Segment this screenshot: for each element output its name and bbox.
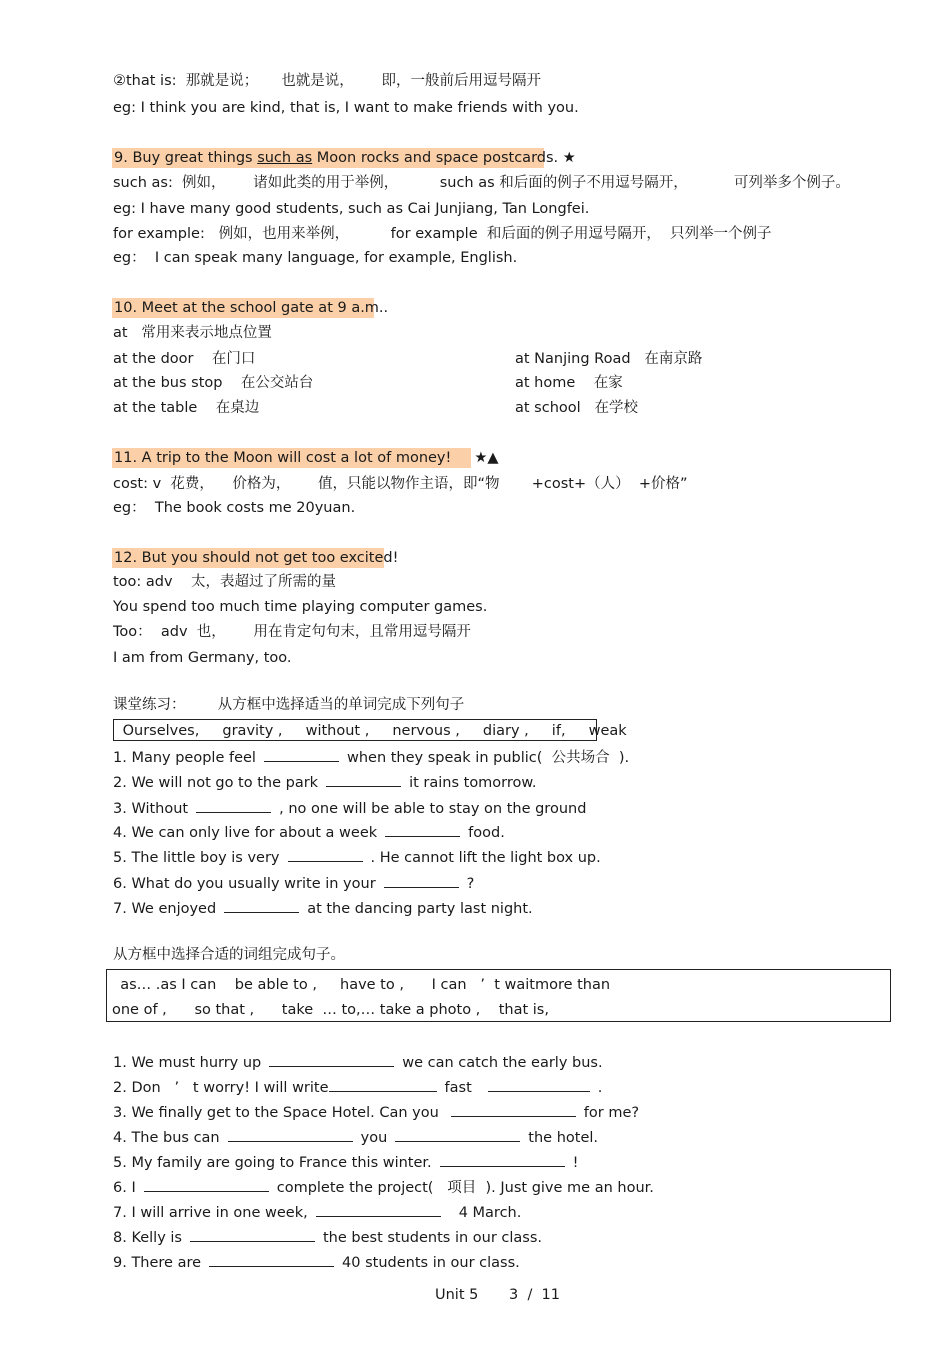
item-text: 5. The little boy is very bbox=[113, 850, 280, 866]
item-text: it rains tomorrow. bbox=[409, 775, 537, 791]
item-text: we can catch the early bus. bbox=[402, 1055, 603, 1071]
item-text: 40 students in our class. bbox=[342, 1255, 520, 1271]
item-text: 7. We enjoyed bbox=[113, 901, 217, 917]
phrase-box-line: as… .as I can be able to , have to , I can ’ t waitmore than bbox=[111, 977, 611, 993]
text-line: You spend too much time playing computer games. bbox=[113, 599, 488, 615]
phrase-right: at Nanjing Road 在南京路 bbox=[515, 351, 703, 367]
text-line: such as: 例如， 诸如此类的用于举例， such as 和后面的例子不用逗号隔开， 可列举多个例子。 bbox=[113, 175, 850, 191]
exercise-title: 从方框中选择合适的词组完成句子。 bbox=[113, 947, 345, 963]
answer-blank[interactable] bbox=[440, 1152, 565, 1167]
item-text: for me? bbox=[583, 1105, 640, 1121]
word-box-text: Ourselves, gravity , without , nervous , diary , if, weak bbox=[118, 723, 627, 739]
item-text: , no one will be able to stay on the ground bbox=[279, 801, 587, 817]
text-line: eg: I think you are kind, that is, I want to make friends with you. bbox=[113, 100, 579, 116]
exercise-item bbox=[113, 798, 586, 819]
heading-text: 9. Buy great things bbox=[114, 150, 258, 166]
answer-blank[interactable] bbox=[228, 1127, 353, 1142]
answer-blank[interactable] bbox=[395, 1127, 520, 1142]
exercise-item bbox=[113, 1202, 521, 1223]
answer-blank[interactable] bbox=[385, 822, 460, 837]
heading-underlined-text: such as bbox=[257, 150, 313, 166]
exercise-title: 课堂练习： 从方框中选择适当的单词完成下列句子 bbox=[113, 697, 465, 713]
answer-blank[interactable] bbox=[269, 1052, 394, 1067]
word-box bbox=[113, 719, 627, 741]
item-text: at the dancing party last night. bbox=[307, 901, 533, 917]
phrase-left: at the table 在桌边 bbox=[113, 400, 260, 416]
text-line: I am from Germany, too. bbox=[113, 650, 292, 666]
item-text: 1. Many people feel bbox=[113, 750, 256, 766]
phrase-right: at school 在学校 bbox=[515, 400, 638, 416]
exercise-item bbox=[113, 1177, 654, 1198]
text-line: eg： The book costs me 20yuan. bbox=[113, 500, 356, 516]
item-text: . bbox=[597, 1080, 603, 1096]
item-text: 9. There are bbox=[113, 1255, 202, 1271]
item-text: 8. Kelly is bbox=[113, 1230, 182, 1246]
answer-blank[interactable] bbox=[288, 847, 363, 862]
exercise-item bbox=[113, 772, 537, 793]
phrase-left: at the door 在门口 bbox=[113, 351, 256, 367]
exercise-item bbox=[113, 822, 505, 843]
item-text: 4 March. bbox=[458, 1205, 522, 1221]
item-text: complete the project( 项目 ). Just give me an hour. bbox=[276, 1180, 654, 1196]
item-text: food. bbox=[468, 825, 505, 841]
text-line: cost: v 花费， 价格为， 值，只能以物作主语，即“物 +cost+（人） +价格” bbox=[113, 476, 688, 492]
page-number: 3 / 11 bbox=[509, 1287, 560, 1303]
item-text: fast bbox=[444, 1080, 472, 1096]
exercise-item bbox=[113, 1102, 639, 1123]
answer-blank[interactable] bbox=[144, 1177, 269, 1192]
item-text: 7. I will arrive in one week, bbox=[113, 1205, 308, 1221]
item-text: 6. I bbox=[113, 1180, 136, 1196]
phrase-box-line: one of , so that , take … to,… take a photo , that is, bbox=[112, 1002, 549, 1018]
section-heading: 12. But you should not get too excited! bbox=[114, 550, 399, 566]
exercise-item bbox=[113, 1252, 520, 1273]
exercise-item bbox=[113, 1127, 598, 1148]
heading-text: Moon rocks and space postcards. ★ bbox=[312, 150, 576, 166]
answer-blank[interactable] bbox=[451, 1102, 576, 1117]
item-text: 2. We will not go to the park bbox=[113, 775, 319, 791]
item-text: you bbox=[360, 1130, 388, 1146]
item-text: 6. What do you usually write in your bbox=[113, 876, 376, 892]
exercise-item bbox=[113, 1052, 603, 1073]
item-text: ? bbox=[466, 876, 475, 892]
exercise-item bbox=[113, 1077, 602, 1098]
item-text: 4. We can only live for about a week bbox=[113, 825, 378, 841]
item-text: 4. The bus can bbox=[113, 1130, 220, 1146]
exercise-item bbox=[113, 747, 629, 768]
item-text: 3. We finally get to the Space Hotel. Can you bbox=[113, 1105, 439, 1121]
exercise-item bbox=[113, 1227, 542, 1248]
footer-unit: Unit 5 bbox=[435, 1287, 479, 1303]
answer-blank[interactable] bbox=[326, 772, 401, 787]
item-text: 5. My family are going to France this winter. bbox=[113, 1155, 432, 1171]
item-text: 3. Without bbox=[113, 801, 189, 817]
answer-blank[interactable] bbox=[329, 1077, 437, 1092]
answer-blank[interactable] bbox=[209, 1252, 334, 1267]
answer-blank[interactable] bbox=[384, 873, 459, 888]
item-text: 1. We must hurry up bbox=[113, 1055, 262, 1071]
section-heading bbox=[112, 148, 576, 168]
exercise-item bbox=[113, 1152, 578, 1173]
item-text: 2. Don ’ t worry! I will write bbox=[113, 1080, 329, 1096]
text-line: ②that is: 那就是说； 也就是说， 即，一般前后用逗号隔开 bbox=[113, 73, 541, 89]
answer-blank[interactable] bbox=[224, 898, 299, 913]
phrase-box bbox=[106, 969, 891, 1022]
text-line: too: adv 太，表超过了所需的量 bbox=[113, 574, 337, 590]
item-text: the hotel. bbox=[528, 1130, 599, 1146]
answer-blank[interactable] bbox=[264, 747, 339, 762]
answer-blank[interactable] bbox=[190, 1227, 315, 1242]
text-line: eg: I have many good students, such as Cai Junjiang, Tan Longfei. bbox=[113, 201, 590, 217]
item-text: the best students in our class. bbox=[322, 1230, 543, 1246]
item-text: ! bbox=[572, 1155, 579, 1171]
phrase-right: at home 在家 bbox=[515, 375, 623, 391]
section-heading: 11. A trip to the Moon will cost a lot of money! ★▲ bbox=[114, 450, 499, 466]
text-line: Too： adv 也， 用在肯定句句末，且常用逗号隔开 bbox=[113, 624, 471, 640]
answer-blank[interactable] bbox=[488, 1077, 590, 1092]
text-line: for example: 例如，也用来举例， for example 和后面的例子用逗号隔开， 只列举一个例子 bbox=[113, 226, 772, 242]
text-line: at 常用来表示地点位置 bbox=[113, 325, 272, 341]
item-text: when they speak in public( 公共场合 ). bbox=[346, 750, 630, 766]
section-heading: 10. Meet at the school gate at 9 a.m.. bbox=[114, 300, 389, 316]
exercise-item bbox=[113, 847, 601, 868]
phrase-left: at the bus stop 在公交站台 bbox=[113, 375, 314, 391]
text-line: eg： I can speak many language, for example, English. bbox=[113, 250, 518, 266]
answer-blank[interactable] bbox=[316, 1202, 441, 1217]
exercise-item bbox=[113, 873, 474, 894]
item-text: . He cannot lift the light box up. bbox=[370, 850, 601, 866]
answer-blank[interactable] bbox=[196, 798, 271, 813]
exercise-item bbox=[113, 898, 533, 919]
